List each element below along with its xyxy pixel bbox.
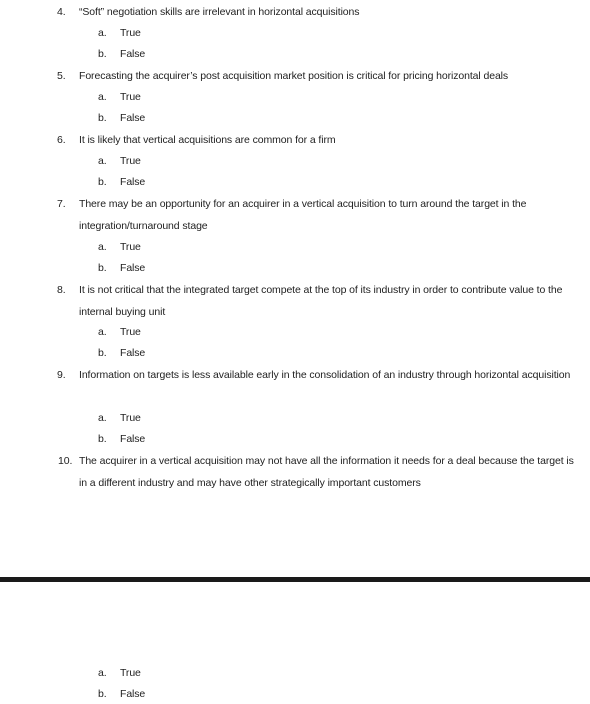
option-text: True [120,241,141,253]
question-number: 4. [57,6,66,18]
option-true [0,322,590,342]
question-text: It is not critical that the integrated target compete at the top of its industry in order to contribute value to the internal buying unit [79,284,563,318]
option-letter: a. [98,241,107,253]
option-text: True [120,412,141,424]
question-number: 10. [58,455,73,467]
option-text: False [120,688,146,700]
option-text: False [120,262,146,274]
question-text: There may be an opportunity for an acquirer in a vertical acquisition to turn around the target in the integration/turnaround stage [79,198,527,232]
question-text: Information on targets is less available early in the consolidation of an industry through horizontal acquisition [79,369,571,381]
option-true [0,87,590,107]
question-text: It is likely that vertical acquisitions are common for a firm [79,134,336,146]
option-text: True [120,27,141,39]
page-divider [0,577,590,582]
option-letter: b. [98,112,107,124]
option-text: True [120,667,141,679]
option-false [0,684,590,704]
option-text: False [120,48,146,60]
option-text: False [120,112,146,124]
option-true [0,237,590,257]
option-false [0,429,590,449]
option-letter: a. [98,667,107,679]
option-true [0,408,590,428]
question-text: The acquirer in a vertical acquisition may not have all the information it needs for a deal because the target is in a different industry and may have other strategically important customers [79,455,574,489]
option-text: True [120,91,141,103]
question-text: “Soft” negotiation skills are irrelevant in horizontal acquisitions [79,6,360,18]
option-letter: a. [98,27,107,39]
option-letter: a. [98,412,107,424]
option-false [0,172,590,192]
question-number: 8. [57,284,66,296]
option-text: True [120,155,141,167]
option-letter: b. [98,176,107,188]
option-letter: a. [98,91,107,103]
option-letter: b. [98,48,107,60]
option-letter: b. [98,347,107,359]
option-text: True [120,326,141,338]
option-true [0,23,590,43]
option-true [0,151,590,171]
option-letter: b. [98,262,107,274]
question-number: 7. [57,198,66,210]
question-number: 6. [57,134,66,146]
option-false [0,108,590,128]
option-text: False [120,433,146,445]
option-true [0,663,590,683]
option-false [0,44,590,64]
option-letter: b. [98,688,107,700]
option-letter: a. [98,326,107,338]
option-text: False [120,176,146,188]
option-text: False [120,347,146,359]
question-number: 5. [57,70,66,82]
option-false [0,258,590,278]
question-text: Forecasting the acquirer’s post acquisition market position is critical for pricing horizontal deals [79,70,509,82]
option-letter: a. [98,155,107,167]
question-number: 9. [57,369,66,381]
option-letter: b. [98,433,107,445]
option-false [0,343,590,363]
